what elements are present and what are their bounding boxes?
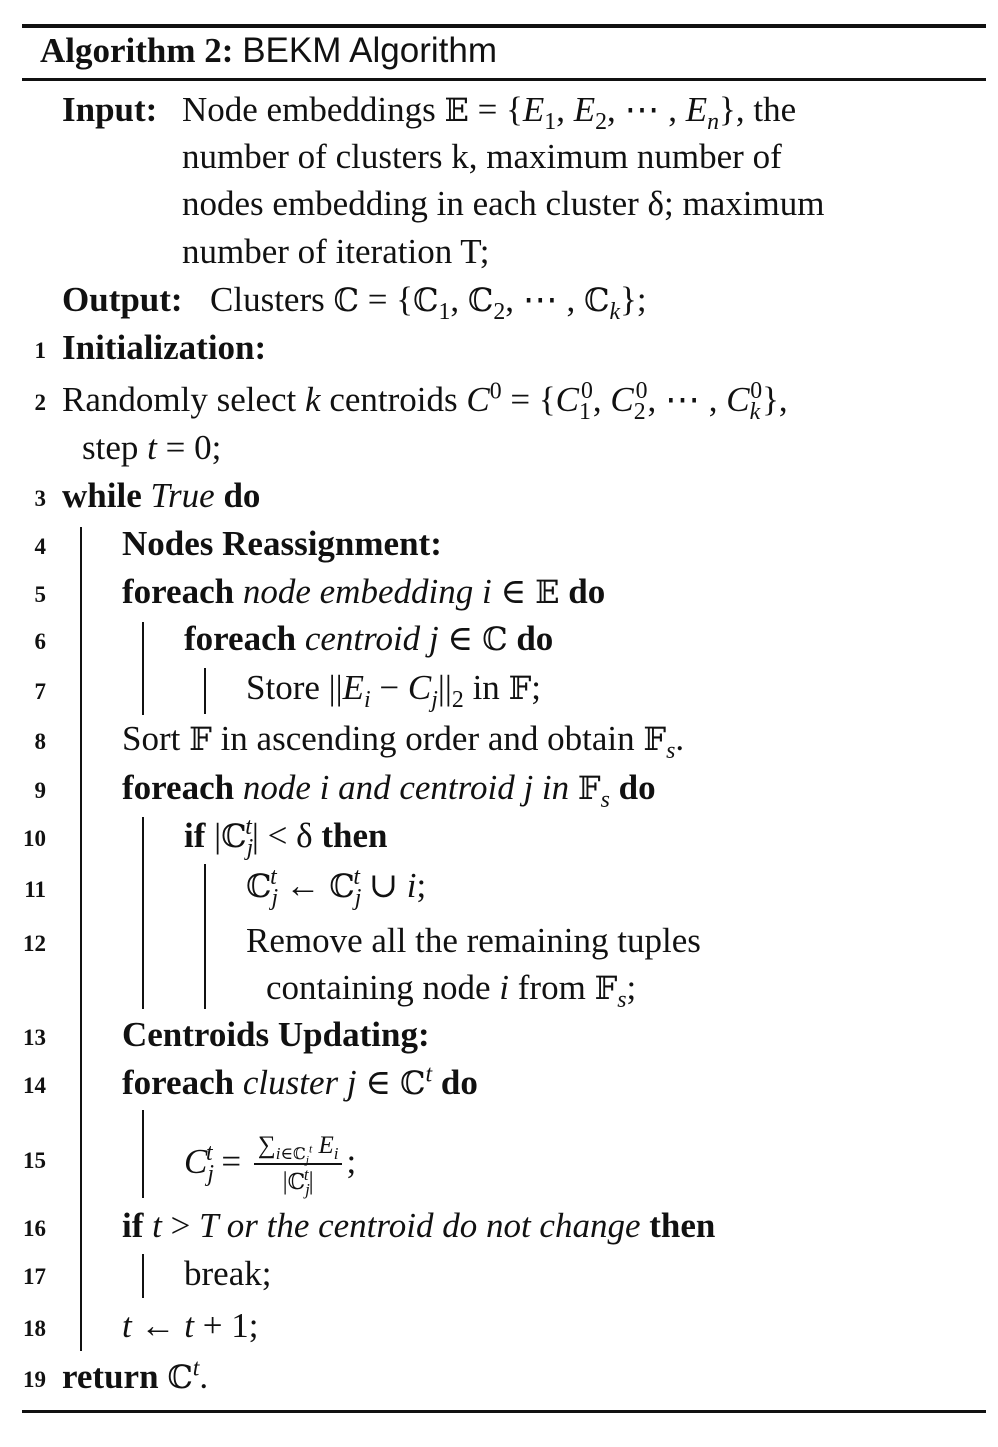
line-number: 19 [23, 1367, 46, 1392]
output-line: Clusters ℂ = {ℂ$_1$, ℂ$_2$, ⋯ , ℂ$_k$}; [210, 280, 647, 325]
line-number: 11 [24, 877, 46, 902]
input-label: Input: [62, 90, 158, 129]
line-number: 6 [34, 629, 46, 654]
centroid-fraction: $\frac{\sum_{i\in ℂ_j^t} E_i}{|ℂ_j^t|}$ [254, 1131, 343, 1198]
line-number: 10 [23, 826, 46, 851]
line-15: $C_j^t$ = $\frac{\sum_{i\in ℂ_j^t} E_i}{|ℂ_j^t|}$ ; [184, 1132, 357, 1200]
line-2: Randomly select k centroids $C^0 = \{C_1^0$, $C_2^0$, ⋯ , $C_k^0$}, [62, 378, 788, 425]
line-number: 1 [34, 338, 46, 363]
line-9: foreach node i and centroid j in 𝔽$_s$ do [122, 768, 656, 813]
line-number: 4 [34, 534, 46, 559]
foreach-cluster-block-bar [142, 1110, 144, 1198]
line-number: 14 [23, 1073, 46, 1098]
line-4: Nodes Reassignment: [122, 524, 442, 563]
line-11: ℂ$_j^t$ ← ℂ$_j^t$ ∪ i; [246, 864, 427, 911]
bottom-rule [22, 1410, 986, 1413]
line-number: 2 [34, 390, 46, 415]
algorithm-label: Algorithm 2: [40, 31, 234, 70]
if-block-bar [204, 864, 206, 1009]
line-number: 17 [23, 1264, 46, 1289]
input-line-3: nodes embedding in each cluster δ; maximum [182, 184, 825, 223]
line-number: 12 [23, 931, 46, 956]
line-number: 8 [34, 729, 46, 754]
line-17: break; [184, 1254, 272, 1293]
header-rule [22, 78, 986, 81]
input-line-2: number of clusters k, maximum number of [182, 137, 782, 176]
foreach-fs-block-bar [142, 817, 144, 1009]
input-line-4: number of iteration T; [182, 232, 490, 271]
input-line-1: Node embeddings 𝔼 = {$E_1$, $E_2$, ⋯ , $E_n$}, the [182, 90, 797, 135]
line-number: 15 [23, 1148, 46, 1173]
line-7: Store $||E_i - C_j||_2$ in 𝔽; [246, 668, 542, 713]
line-5: foreach node embedding i ∈ 𝔼 do [122, 572, 606, 611]
line-10: if |ℂ$_j^t$| < δ then [184, 814, 388, 861]
line-number: 9 [34, 778, 46, 803]
line-number: 3 [34, 486, 46, 511]
line-2-continued: step t = 0; [82, 428, 222, 467]
line-6: foreach centroid j ∈ ℂ do [184, 619, 554, 658]
foreach-node-block-bar [142, 622, 144, 715]
while-block-bar [80, 527, 82, 1351]
line-14: foreach cluster j ∈ ℂ$^t$ do [122, 1061, 478, 1102]
line-number: 13 [23, 1025, 46, 1050]
top-rule [22, 24, 986, 28]
algorithm-title [40, 31, 497, 71]
algorithm-name: BEKM Algorithm [242, 31, 498, 70]
line-12: Remove all the remaining tuples [246, 921, 701, 960]
line-1: Initialization: [62, 328, 267, 367]
line-19: return ℂ$^t$. [62, 1355, 209, 1396]
line-8: Sort 𝔽 in ascending order and obtain 𝔽$_s$. [122, 719, 685, 764]
line-3: while True do [62, 476, 261, 515]
output-label: Output: [62, 280, 183, 319]
line-number: 5 [34, 582, 46, 607]
line-number: 18 [23, 1316, 46, 1341]
line-number: 16 [23, 1216, 46, 1241]
line-number: 7 [34, 679, 46, 704]
if-break-block-bar [142, 1254, 144, 1298]
line-12-continued: containing node i from 𝔽$_s$; [266, 968, 637, 1013]
line-16: if t > T or the centroid do not change then [122, 1206, 716, 1245]
line-13: Centroids Updating: [122, 1015, 430, 1054]
line-18: t ← t + 1; [122, 1306, 259, 1345]
foreach-centroid-block-bar [204, 668, 206, 714]
